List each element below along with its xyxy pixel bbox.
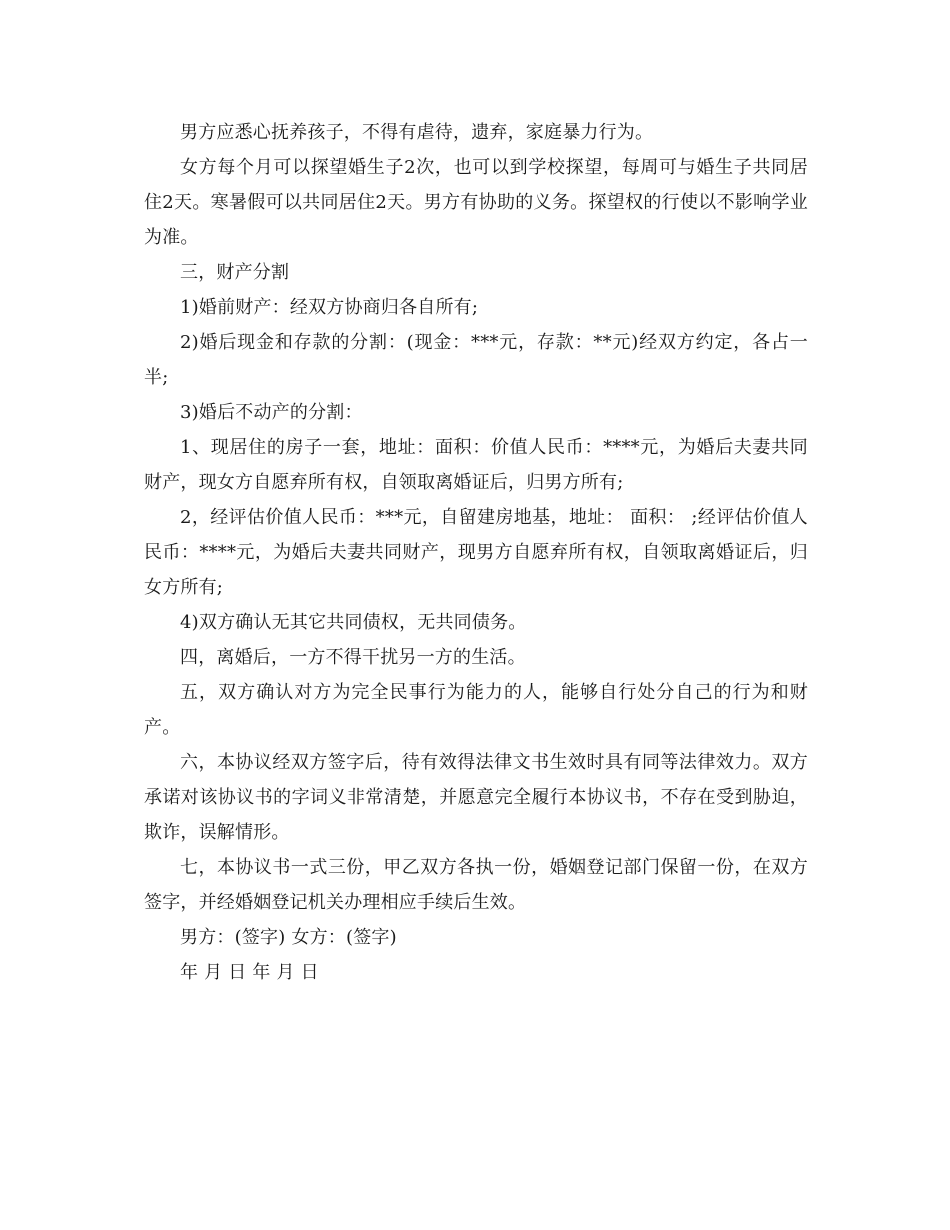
date-line: 年 月 日 年 月 日 <box>180 962 319 983</box>
paragraph-visitation: 女方每个月可以探望婚生子2次，也可以到学校探望，每周可与婚生子共同居住2天。寒暑假可以共同居住2天。男方有协助的义务。探望权的行使以不影响学业为准。 <box>144 157 808 248</box>
paragraph-capacity: 五，双方确认对方为完全民事行为能力的人，能够自行处分自己的行为和财产。 <box>144 682 808 738</box>
paragraph-premarital-property: 1)婚前财产：经双方协商归各自所有; <box>180 297 479 318</box>
paragraph-copies: 七，本协议书一式三份，甲乙双方各执一份，婚姻登记部门保留一份，在双方签字，并经婚姻登记机关办理相应手续后生效。 <box>144 857 808 913</box>
document-body <box>144 115 808 990</box>
paragraph-legal-effect: 六，本协议经双方签字后，待有效得法律文书生效时具有同等法律效力。双方承诺对该协议书的字词义非常清楚，并愿意完全履行本协议书，不存在受到胁迫，欺诈，误解情形。 <box>144 752 808 843</box>
paragraph-child-care: 男方应悉心抚养孩子，不得有虐待，遗弃，家庭暴力行为。 <box>180 122 654 143</box>
paragraph-land: 2，经评估价值人民币：***元，自留建房地基，地址： 面积： ;经评估价值人民币：****元，为婚后夫妻共同财产，现男方自愿弃所有权，自领取离婚证后，归女方所有; <box>144 507 808 598</box>
paragraph-house: 1、现居住的房子一套，地址：面积：价值人民币：****元，为婚后夫妻共同财产，现女方自愿弃所有权，自领取离婚证后，归男方所有; <box>144 437 808 493</box>
paragraph-real-estate-heading: 3)婚后不动产的分割： <box>180 402 363 423</box>
paragraph-no-interference: 四，离婚后，一方不得干扰另一方的生活。 <box>180 647 526 668</box>
section-heading-property: 三，财产分割 <box>180 262 290 283</box>
paragraph-cash-deposits: 2)婚后现金和存款的分割：(现金：***元，存款：**元)经双方约定，各占一半; <box>144 332 808 388</box>
paragraph-debts: 4)双方确认无其它共同债权，无共同债务。 <box>180 612 527 633</box>
signature-line: 男方：(签字) 女方：(签字) <box>180 927 397 948</box>
